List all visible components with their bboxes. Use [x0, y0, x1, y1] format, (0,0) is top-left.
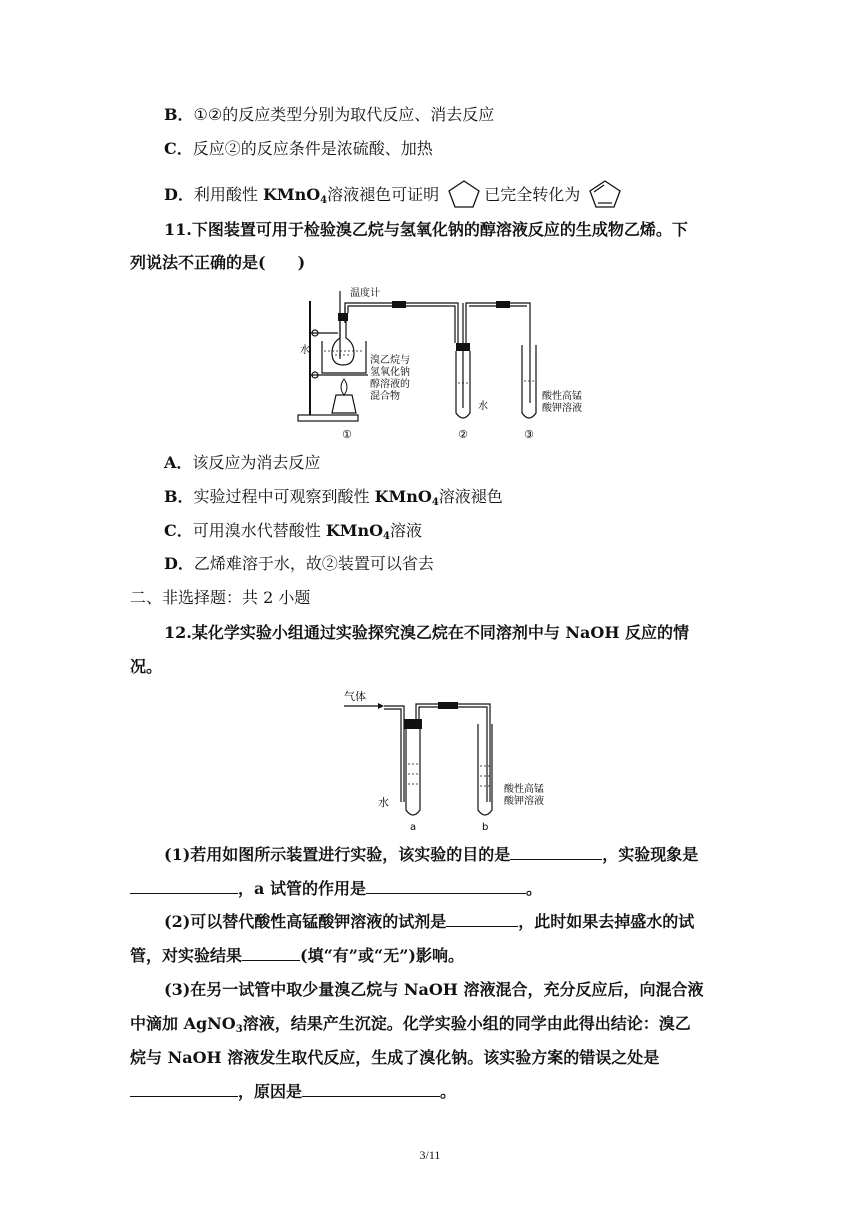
q11-stem-line2: 列说法不正确的是( ) — [130, 253, 306, 272]
q12-part2-line2: 管，对实验结果 (填“有”或“无”)影响。 — [130, 946, 464, 965]
q10-option-b: B．①②的反应类型分别为取代反应、消去反应 — [164, 105, 495, 124]
label-thermometer: 温度计 — [350, 288, 380, 299]
answer-blank[interactable] — [446, 912, 518, 927]
q10-option-c: C．反应②的反应条件是浓硫酸、加热 — [164, 139, 433, 158]
label-water: 水 — [300, 345, 310, 356]
cyclopentane-structure-icon — [446, 178, 482, 210]
q11-option-c: C．可用溴水代替酸性 KMnO$_4$溶液 — [164, 521, 423, 542]
page-number: 3/11 — [419, 1148, 441, 1162]
q12-part2-line1: (2)可以替代酸性高锰酸钾溶液的试剂是 ，此时如果去掉盛水的试 — [164, 912, 695, 931]
section-title: 二、非选择题：共 2 小题 — [130, 588, 311, 607]
label-apparatus-1: ① — [342, 428, 352, 441]
label-mixture-4: 混合物 — [370, 391, 400, 402]
label-apparatus-3: ③ — [524, 428, 534, 441]
q11-option-a: A．该反应为消去反应 — [164, 453, 321, 472]
label-tube-a: a — [410, 822, 417, 833]
q11-option-d: D．乙烯难溶于水，故②装置可以省去 — [164, 554, 434, 573]
q12-stem-line2: 况。 — [130, 657, 163, 676]
answer-blank[interactable] — [366, 879, 526, 894]
label-mixture-3: 醇溶液的 — [370, 379, 410, 390]
label-gas: 气体 — [344, 690, 366, 703]
q10-option-d: D．利用酸性 KMnO$_4$溶液褪色可证明 已完全转化为 — [164, 178, 623, 211]
q12-part1-line2: ，a 试管的作用是 。 — [130, 879, 542, 899]
cyclopentadiene-structure-icon — [587, 178, 623, 210]
label-kmno4-2: 酸钾溶液 — [504, 796, 544, 807]
q12-part3-line3: 烷与 NaOH 溶液发生取代反应，生成了溴化钠。该实验方案的错误之处是 — [130, 1048, 660, 1067]
label-tube-b: b — [482, 822, 489, 833]
answer-blank[interactable] — [130, 879, 238, 894]
label-mixture-2: 氢氧化钠 — [370, 367, 410, 378]
label-water: 水 — [378, 796, 389, 809]
q12-part3-line1: (3)在另一试管中取少量溴乙烷与 NaOH 溶液混合，充分反应后，向混合液 — [164, 980, 704, 999]
label-kmno4-1: 酸性高锰 — [504, 784, 544, 795]
answer-blank[interactable] — [130, 1082, 238, 1097]
label-mixture-1: 溴乙烷与 — [370, 355, 410, 366]
q12-apparatus-figure — [338, 684, 578, 834]
answer-blank[interactable] — [242, 946, 300, 961]
answer-blank[interactable] — [510, 845, 602, 860]
q12-stem-line1: 12.某化学实验小组通过实验探究溴乙烷在不同溶剂中与 NaOH 反应的情 — [164, 623, 690, 642]
answer-blank[interactable] — [302, 1082, 440, 1097]
label-apparatus-2: ② — [458, 428, 468, 441]
label-water-2: 水 — [478, 401, 488, 412]
q12-part3-line4: ，原因是 。 — [130, 1082, 456, 1102]
q11-apparatus-figure — [290, 283, 610, 443]
label-kmno4-1: 酸性高锰 — [542, 391, 582, 402]
q12-part1-line1: (1)若用如图所示装置进行实验，该实验的目的是 ，实验现象是 — [164, 845, 699, 864]
label-kmno4-2: 酸钾溶液 — [542, 403, 582, 414]
q11-stem-line1: 11.下图装置可用于检验溴乙烷与氢氧化钠的醇溶液反应的生成物乙烯。下 — [164, 220, 688, 239]
q12-part3-line2: 中滴加 AgNO$_3$溶液，结果产生沉淀。化学实验小组的同学由此得出结论：溴乙 — [130, 1014, 691, 1035]
q11-option-b: B．实验过程中可观察到酸性 KMnO$_4$溶液褪色 — [164, 487, 503, 508]
